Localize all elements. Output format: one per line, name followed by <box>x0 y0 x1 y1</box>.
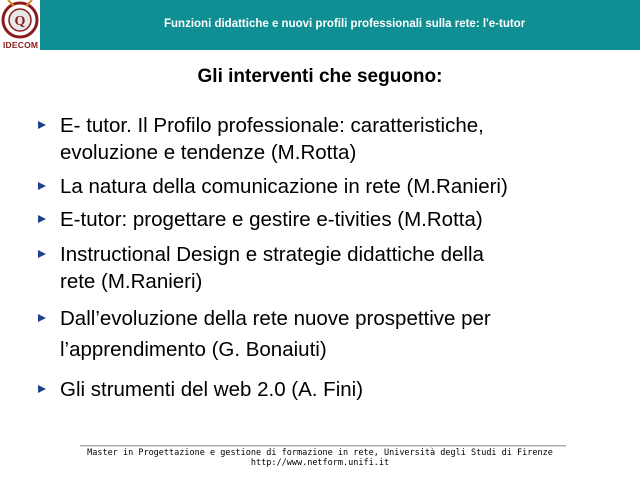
item-text-line: E- tutor. Il Profilo professionale: caratteristiche, <box>60 114 484 137</box>
item-text-line: La natura della comunicazione in rete (M.Ranieri) <box>60 175 508 198</box>
item-text-line: Instructional Design e strategie didattiche della <box>60 243 484 266</box>
triangle-bullet-icon <box>38 182 46 190</box>
footer <box>0 448 640 468</box>
logo-emblem-icon <box>0 0 46 44</box>
item-text-line: E-tutor: progettare e gestire e-tivities (M.Rotta) <box>60 208 483 231</box>
triangle-bullet-icon <box>38 314 46 322</box>
header-bar <box>40 0 640 50</box>
triangle-bullet-icon <box>38 385 46 393</box>
triangle-bullet-icon <box>38 215 46 223</box>
slide-heading: Gli interventi che seguono: <box>197 66 443 87</box>
item-text-line: rete (M.Ranieri) <box>60 270 203 293</box>
item-text-line: Gli strumenti del web 2.0 (A. Fini) <box>60 378 364 401</box>
list-item <box>36 173 626 200</box>
footer-divider-shadow <box>80 446 566 447</box>
header-title: Funzioni didattiche e nuovi profili professionali sulla rete: l'e-tutor <box>164 18 526 30</box>
logo-text: IDECOM <box>3 40 39 50</box>
triangle-bullet-icon <box>38 121 46 129</box>
bullet-list <box>36 112 626 403</box>
item-text-line: evoluzione e tendenze (M.Rotta) <box>60 141 357 164</box>
list-item <box>36 112 626 166</box>
footer-credit: Master in Progettazione e gestione di formazione in rete, Università degli Studi di Firenze <box>87 448 553 458</box>
list-item <box>36 376 626 403</box>
footer-url: http://www.netform.unifi.it <box>250 458 390 468</box>
svg-text:Q: Q <box>14 14 26 29</box>
item-text-line: Dall’evoluzione della rete nuove prospettive per <box>60 307 491 330</box>
list-item <box>36 206 626 233</box>
idecom-logo <box>0 0 46 56</box>
list-item <box>36 241 626 295</box>
item-text-line: l’apprendimento (G. Bonaiuti) <box>60 338 327 361</box>
triangle-bullet-icon <box>38 250 46 258</box>
list-item <box>36 303 626 365</box>
